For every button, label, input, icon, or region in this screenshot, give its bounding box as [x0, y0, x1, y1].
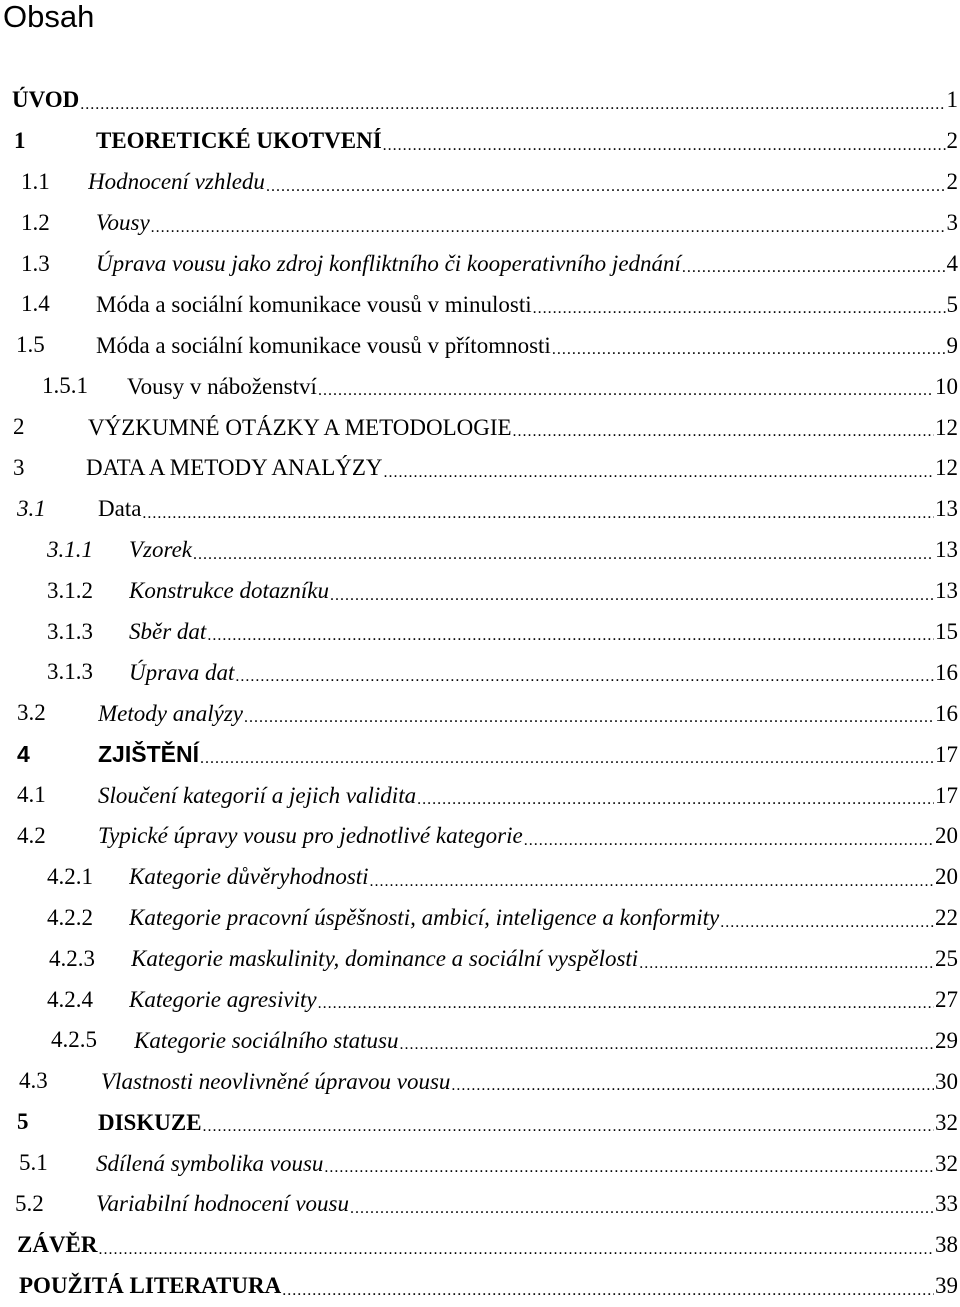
- toc-entry-4-1[interactable]: [0, 775, 960, 816]
- toc-number: 5: [17, 1102, 29, 1143]
- toc-number: 4.1: [17, 775, 46, 816]
- toc-number: 2: [13, 407, 25, 448]
- dot-leader: [383, 139, 946, 162]
- toc-page-number: 16: [934, 660, 960, 686]
- toc-title: Vousy: [96, 210, 151, 236]
- toc-entry-5[interactable]: [0, 1102, 960, 1143]
- toc-entry-3-2[interactable]: [0, 693, 960, 734]
- dot-leader: [524, 834, 934, 857]
- toc-title: VÝZKUMNÉ OTÁZKY A METODOLOGIE: [88, 415, 513, 441]
- toc-title: Data: [98, 496, 142, 522]
- toc-page-number: 3: [946, 210, 960, 236]
- toc-entry-4-2-4[interactable]: [0, 980, 960, 1021]
- dot-leader: [266, 180, 946, 203]
- toc-number: 3.1.3: [47, 612, 93, 653]
- toc-title: Kategorie pracovní úspěšnosti, ambicí, inteligence a konformity: [129, 905, 720, 931]
- toc-page-number: 10: [934, 374, 960, 400]
- toc-title: Kategorie agresivity: [129, 987, 318, 1013]
- toc-page-number: 2: [946, 128, 960, 154]
- toc-page-number: 39: [934, 1273, 960, 1299]
- toc-number: 4.3: [19, 1061, 48, 1102]
- toc-page-number: 38: [934, 1232, 960, 1258]
- toc-page-number: 17: [934, 783, 960, 809]
- toc-number: 3.1: [17, 489, 46, 530]
- dot-leader: [400, 1038, 935, 1061]
- toc-number: 1.1: [21, 162, 50, 203]
- toc-title: POUŽITÁ LITERATURA: [19, 1273, 282, 1299]
- toc-entry-1-4[interactable]: [0, 284, 960, 325]
- toc-page-number: 20: [934, 864, 960, 890]
- toc-title: ZJIŠTĚNÍ: [98, 741, 200, 768]
- toc-page-number: 22: [934, 905, 960, 931]
- toc-page-number: 13: [934, 496, 960, 522]
- toc-entry-1-2[interactable]: [0, 203, 960, 244]
- dot-leader: [533, 302, 946, 325]
- dot-leader: [682, 261, 946, 284]
- toc-entry-4-2-5[interactable]: [0, 1020, 960, 1061]
- toc-number: 4.2: [17, 816, 46, 857]
- toc-entry-2[interactable]: [0, 407, 960, 448]
- dot-leader: [324, 1161, 934, 1184]
- toc-page-number: 30: [934, 1069, 960, 1095]
- toc-number: 4.2.2: [47, 898, 93, 939]
- dot-leader: [80, 98, 945, 121]
- toc-title: Hodnocení vzhledu: [88, 169, 266, 195]
- dot-leader: [330, 589, 934, 612]
- toc-entry-3-1[interactable]: [0, 489, 960, 530]
- dot-leader: [552, 343, 946, 366]
- toc-page-number: 12: [934, 415, 960, 441]
- toc-page-number: 32: [934, 1151, 960, 1177]
- dot-leader: [99, 1243, 934, 1266]
- toc-page-number: 17: [934, 742, 960, 768]
- dot-leader: [513, 425, 934, 448]
- toc-title: Kategorie sociálního statusu: [134, 1028, 400, 1054]
- toc-entry-5-1[interactable]: [0, 1143, 960, 1184]
- toc-entry-uvod[interactable]: [0, 80, 960, 121]
- toc-entry-3-1-2[interactable]: [0, 571, 960, 612]
- toc-title: DISKUZE: [98, 1110, 203, 1136]
- dot-leader: [720, 916, 934, 939]
- toc-entry-5-2[interactable]: [0, 1184, 960, 1225]
- toc-page-number: 25: [934, 946, 960, 972]
- table-of-contents: [0, 80, 960, 1307]
- toc-title: Úprava vousu jako zdroj konfliktního či kooperativního jednání: [96, 251, 682, 277]
- toc-entry-1-3[interactable]: [0, 244, 960, 285]
- toc-entry-1-5[interactable]: [0, 325, 960, 366]
- toc-title: Úprava dat: [129, 660, 235, 686]
- toc-number: 1.4: [21, 284, 50, 325]
- dot-leader: [235, 670, 934, 693]
- toc-number: 1.5.1: [42, 366, 88, 407]
- toc-page-number: 12: [934, 455, 960, 481]
- toc-entry-zaver[interactable]: [0, 1225, 960, 1266]
- toc-number: 4.2.3: [49, 939, 95, 980]
- toc-page-number: 20: [934, 823, 960, 849]
- toc-page-number: 5: [946, 292, 960, 318]
- toc-title: Sběr dat: [129, 619, 207, 645]
- toc-title: Vlastnosti neovlivněné úpravou vousu: [101, 1069, 451, 1095]
- toc-page-number: 1: [946, 87, 960, 113]
- toc-entry-3[interactable]: [0, 448, 960, 489]
- toc-entry-4-2[interactable]: [0, 816, 960, 857]
- toc-title: Kategorie důvěryhodnosti: [129, 864, 370, 890]
- toc-title: Konstrukce dotazníku: [129, 578, 330, 604]
- dot-leader: [203, 1120, 934, 1143]
- toc-page-number: 9: [946, 333, 960, 359]
- toc-page-number: 13: [934, 578, 960, 604]
- toc-page-number: 16: [934, 701, 960, 727]
- toc-page-number: 33: [934, 1191, 960, 1217]
- toc-page-number: 29: [934, 1028, 960, 1054]
- toc-entry-4[interactable]: [0, 734, 960, 775]
- dot-leader: [318, 384, 934, 407]
- toc-title: Kategorie maskulinity, dominance a sociální vyspělosti: [131, 946, 639, 972]
- toc-page-number: 27: [934, 987, 960, 1013]
- dot-leader: [384, 466, 934, 489]
- toc-entry-3-1-3-uprava[interactable]: [0, 652, 960, 693]
- toc-title: Vousy v náboženství: [127, 374, 318, 400]
- toc-number: 4.2.1: [47, 857, 93, 898]
- toc-title: Vzorek: [129, 537, 193, 563]
- toc-number: 1.3: [21, 244, 50, 285]
- dot-leader: [282, 1284, 934, 1307]
- dot-leader: [370, 875, 934, 898]
- toc-number: 3.1.3: [47, 652, 93, 693]
- toc-title: Móda a sociální komunikace vousů v minulosti: [96, 292, 533, 318]
- toc-title: Sdílená symbolika vousu: [96, 1151, 324, 1177]
- toc-number: 1.2: [21, 203, 50, 244]
- toc-entry-4-3[interactable]: [0, 1061, 960, 1102]
- toc-title: Móda a sociální komunikace vousů v přítomnosti: [96, 333, 552, 359]
- dot-leader: [417, 793, 934, 816]
- toc-entry-1[interactable]: [0, 121, 960, 162]
- toc-title: ZÁVĚR: [17, 1232, 99, 1258]
- toc-entry-1-5-1[interactable]: [0, 366, 960, 407]
- toc-number: 4.2.4: [47, 980, 93, 1021]
- toc-number: 3.2: [17, 693, 46, 734]
- dot-leader: [200, 752, 934, 775]
- toc-number: 3: [13, 448, 25, 489]
- dot-leader: [451, 1079, 934, 1102]
- dot-leader: [350, 1202, 934, 1225]
- toc-number: 4.2.5: [51, 1020, 97, 1061]
- toc-entry-literatura[interactable]: [0, 1266, 960, 1307]
- toc-entry-4-2-2[interactable]: [0, 898, 960, 939]
- toc-number: 1.5: [16, 325, 45, 366]
- dot-leader: [142, 507, 934, 530]
- toc-title: Sloučení kategorií a jejich validita: [98, 783, 417, 809]
- dot-leader: [318, 997, 934, 1020]
- toc-entry-1-1[interactable]: [0, 162, 960, 203]
- toc-entry-3-1-3-sber[interactable]: [0, 612, 960, 653]
- toc-title: DATA A METODY ANALÝZY: [86, 455, 384, 481]
- toc-number: 5.1: [19, 1143, 48, 1184]
- toc-title: TEORETICKÉ UKOTVENÍ: [96, 128, 383, 154]
- toc-title: Variabilní hodnocení vousu: [96, 1191, 350, 1217]
- dot-leader: [207, 629, 934, 652]
- dot-leader: [193, 548, 934, 571]
- toc-page-number: 13: [934, 537, 960, 563]
- toc-title: ÚVOD: [12, 87, 80, 113]
- toc-entry-4-2-3[interactable]: [0, 939, 960, 980]
- toc-title: Typické úpravy vousu pro jednotlivé kategorie: [98, 823, 524, 849]
- toc-entry-4-2-1[interactable]: [0, 857, 960, 898]
- toc-page-number: 2: [946, 169, 960, 195]
- toc-number: 3.1.1: [47, 530, 93, 571]
- dot-leader: [151, 221, 946, 244]
- toc-number: 4: [17, 734, 30, 775]
- toc-number: 5.2: [15, 1184, 44, 1225]
- toc-entry-3-1-1[interactable]: [0, 530, 960, 571]
- dot-leader: [639, 957, 934, 980]
- toc-number: 1: [14, 121, 26, 162]
- page-title: Obsah: [3, 0, 94, 34]
- toc-page-number: 15: [934, 619, 960, 645]
- dot-leader: [244, 711, 934, 734]
- toc-page-number: 32: [934, 1110, 960, 1136]
- toc-page-number: 4: [946, 251, 960, 277]
- toc-number: 3.1.2: [47, 571, 93, 612]
- toc-title: Metody analýzy: [98, 701, 244, 727]
